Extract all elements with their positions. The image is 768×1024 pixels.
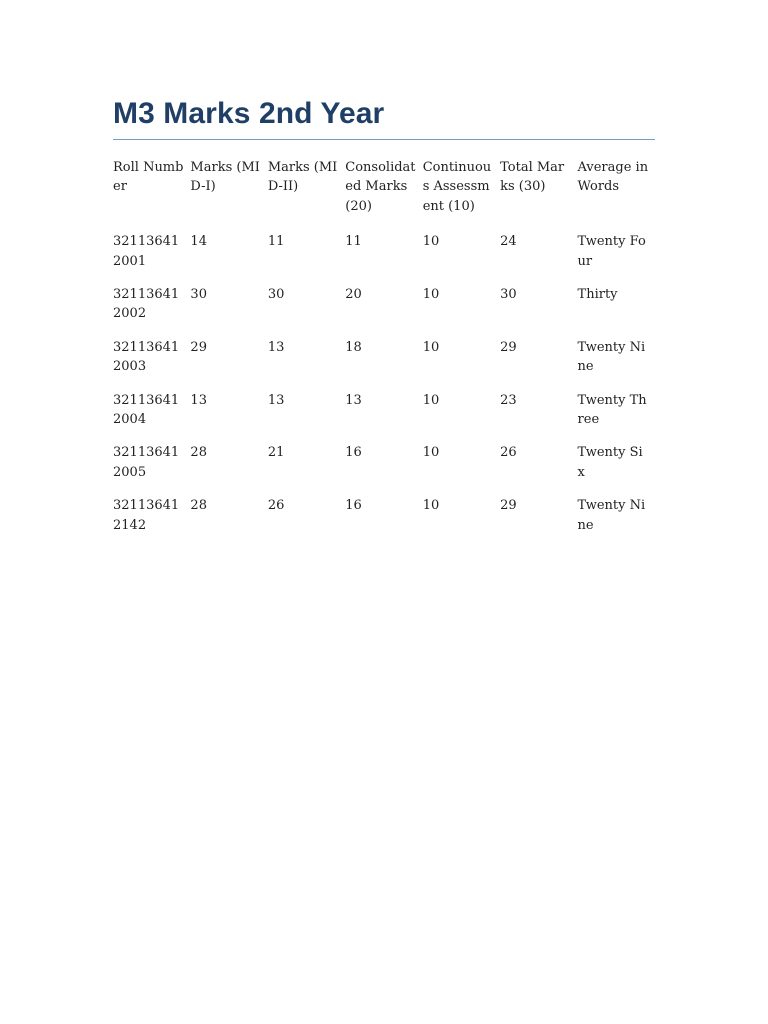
table-row <box>113 391 655 444</box>
cell-marks-mid-2: 21 <box>267 445 285 461</box>
cell-consolidated-marks: 11 <box>345 234 362 250</box>
cell-roll-number: 321136412002 <box>113 287 180 322</box>
cell-continuous-assessment: 10 <box>422 339 440 355</box>
title-underline-divider <box>113 139 655 140</box>
cell-roll-number: 321136412004 <box>113 392 180 428</box>
table-row <box>113 443 655 496</box>
cell-marks-mid-1: 13 <box>190 392 207 408</box>
cell-roll-number: 321136412001 <box>113 234 180 269</box>
cell-roll-number: 321136412005 <box>113 445 180 480</box>
document-page <box>113 94 655 549</box>
cell-continuous-assessment: 10 <box>422 287 440 303</box>
cell-total-marks: 23 <box>500 392 517 408</box>
cell-consolidated-marks: 13 <box>345 392 362 408</box>
cell-marks-mid-2: 13 <box>267 392 285 408</box>
cell-roll-number: 321136412142 <box>113 498 180 533</box>
table-row <box>113 232 655 285</box>
cell-continuous-assessment: 10 <box>422 498 440 514</box>
header-average-in-words: Average in Words <box>577 160 649 195</box>
page-title: M3 Marks 2nd Year <box>113 97 385 130</box>
cell-total-marks: 24 <box>500 234 517 250</box>
cell-marks-mid-1: 14 <box>190 234 207 250</box>
cell-average-in-words: Twenty Three <box>577 392 647 428</box>
table-header-row <box>113 158 655 232</box>
cell-continuous-assessment: 10 <box>422 392 440 408</box>
cell-consolidated-marks: 16 <box>345 498 362 514</box>
cell-total-marks: 26 <box>500 445 517 461</box>
cell-consolidated-marks: 20 <box>345 287 362 303</box>
marks-table <box>113 158 655 549</box>
cell-marks-mid-2: 26 <box>267 498 285 514</box>
header-continuous-assessment: Continuous Assessment (10) <box>422 160 492 214</box>
cell-total-marks: 29 <box>500 339 517 355</box>
cell-average-in-words: Twenty Four <box>577 234 646 269</box>
header-marks-mid-1: Marks (MID-I) <box>190 160 260 195</box>
cell-total-marks: 30 <box>500 287 517 303</box>
cell-average-in-words: Twenty Six <box>577 445 643 480</box>
cell-total-marks: 29 <box>500 498 517 514</box>
cell-marks-mid-1: 29 <box>190 339 207 355</box>
header-consolidated-marks: Consolidated Marks (20) <box>345 160 416 214</box>
cell-marks-mid-1: 28 <box>190 498 207 514</box>
table-row <box>113 496 655 549</box>
cell-continuous-assessment: 10 <box>422 234 440 250</box>
cell-marks-mid-1: 30 <box>190 287 207 303</box>
cell-average-in-words: Twenty Nine <box>577 339 646 375</box>
cell-marks-mid-2: 13 <box>267 339 285 355</box>
header-total-marks: Total Marks (30) <box>500 160 565 195</box>
cell-average-in-words: Thirty <box>577 287 618 303</box>
cell-average-in-words: Twenty Nine <box>577 498 646 533</box>
cell-roll-number: 321136412003 <box>113 339 180 375</box>
cell-marks-mid-2: 11 <box>267 234 285 250</box>
table-row <box>113 338 655 391</box>
cell-marks-mid-2: 30 <box>267 287 285 303</box>
header-roll-number: Roll Number <box>113 160 184 195</box>
cell-consolidated-marks: 18 <box>345 339 362 355</box>
cell-marks-mid-1: 28 <box>190 445 207 461</box>
table-row <box>113 285 655 338</box>
header-marks-mid-2: Marks (MID-II) <box>267 160 338 195</box>
cell-continuous-assessment: 10 <box>422 445 440 461</box>
cell-consolidated-marks: 16 <box>345 445 362 461</box>
